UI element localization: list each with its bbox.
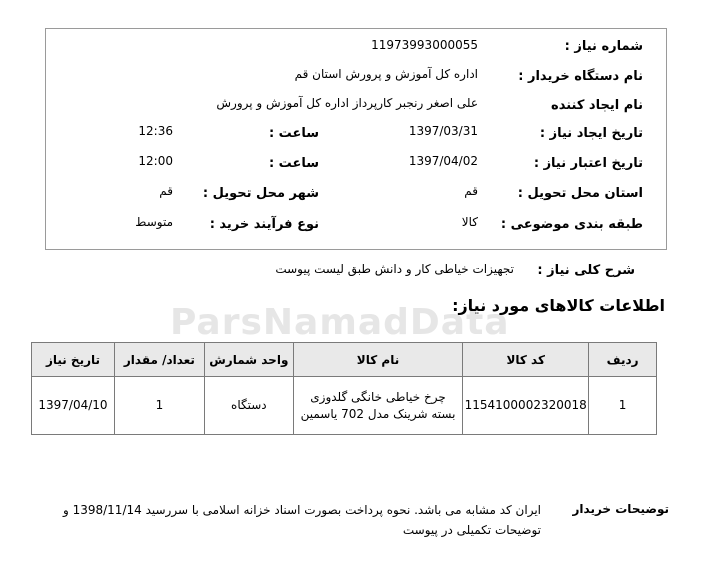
- validity-time-label: ساعت :: [268, 156, 319, 171]
- cell-need-date: 1397/04/10: [32, 377, 115, 435]
- buyer-notes-value: ایران کد مشابه می باشد. نحوه پرداخت بصورت اسناد خزانه اسلامی با سررسید 1398/11/14 و توضیحات تکمیلی در پیوست: [62, 503, 541, 537]
- need-number-value: 11973993000055: [371, 38, 478, 52]
- cell-unit: دستگاه: [204, 377, 293, 435]
- col-header-item-code: کد کالا: [463, 343, 589, 377]
- cell-row-number: 1: [589, 377, 657, 435]
- cell-quantity: 1: [114, 377, 204, 435]
- delivery-province-value: قم: [464, 184, 478, 198]
- need-number-label: شماره نیاز :: [564, 39, 643, 54]
- need-info-box: [45, 28, 667, 250]
- col-header-quantity: تعداد/ مقدار: [114, 343, 204, 377]
- delivery-province-label: استان محل تحویل :: [517, 186, 643, 201]
- items-section-title: اطلاعات کالاهای مورد نیاز:: [452, 296, 665, 315]
- general-desc-label: شرح کلی نیاز :: [537, 263, 635, 278]
- general-desc-value: تجهیزات خیاطی کار و دانش طبق لیست پیوست: [275, 262, 514, 276]
- creator-label: نام ایجاد کننده: [551, 98, 643, 113]
- validity-time-value: 12:00: [138, 154, 173, 168]
- col-header-row-number: ردیف: [589, 343, 657, 377]
- created-date-label: تاریخ ایجاد نیاز :: [539, 126, 643, 141]
- category-label: طبقه بندی موضوعی :: [500, 217, 643, 232]
- category-value: کالا: [461, 215, 478, 229]
- cell-item-code: 1154100002320018: [463, 377, 589, 435]
- buyer-notes-label: توضیحات خریدار: [572, 502, 669, 516]
- delivery-city-value: قم: [159, 184, 173, 198]
- col-header-item-name: نام کالا: [293, 343, 462, 377]
- validity-date-label: تاریخ اعتبار نیاز :: [533, 156, 643, 171]
- col-header-need-date: تاریخ نیاز: [32, 343, 115, 377]
- table-header-row: [32, 343, 657, 377]
- process-value: متوسط: [135, 215, 173, 229]
- buyer-label: نام دستگاه خریدار :: [518, 69, 643, 84]
- table-row: [32, 377, 657, 435]
- watermark: ParsNamadData: [170, 302, 510, 343]
- delivery-city-label: شهر محل تحویل :: [202, 186, 319, 201]
- items-table: [31, 342, 657, 435]
- creator-value: علی اصغر رنجبر کارپرداز اداره کل آموزش و پرورش: [216, 96, 478, 110]
- process-label: نوع فرآیند خرید :: [209, 217, 319, 232]
- buyer-value: اداره کل آموزش و پرورش استان قم: [294, 67, 478, 81]
- cell-item-name: چرخ خیاطی خانگی گلدوزی بسته شرینک مدل 702 یاسمین: [293, 377, 462, 435]
- created-time-label: ساعت :: [268, 126, 319, 141]
- created-time-value: 12:36: [138, 124, 173, 138]
- validity-date-value: 1397/04/02: [408, 154, 478, 168]
- col-header-unit: واحد شمارش: [204, 343, 293, 377]
- created-date-value: 1397/03/31: [408, 124, 478, 138]
